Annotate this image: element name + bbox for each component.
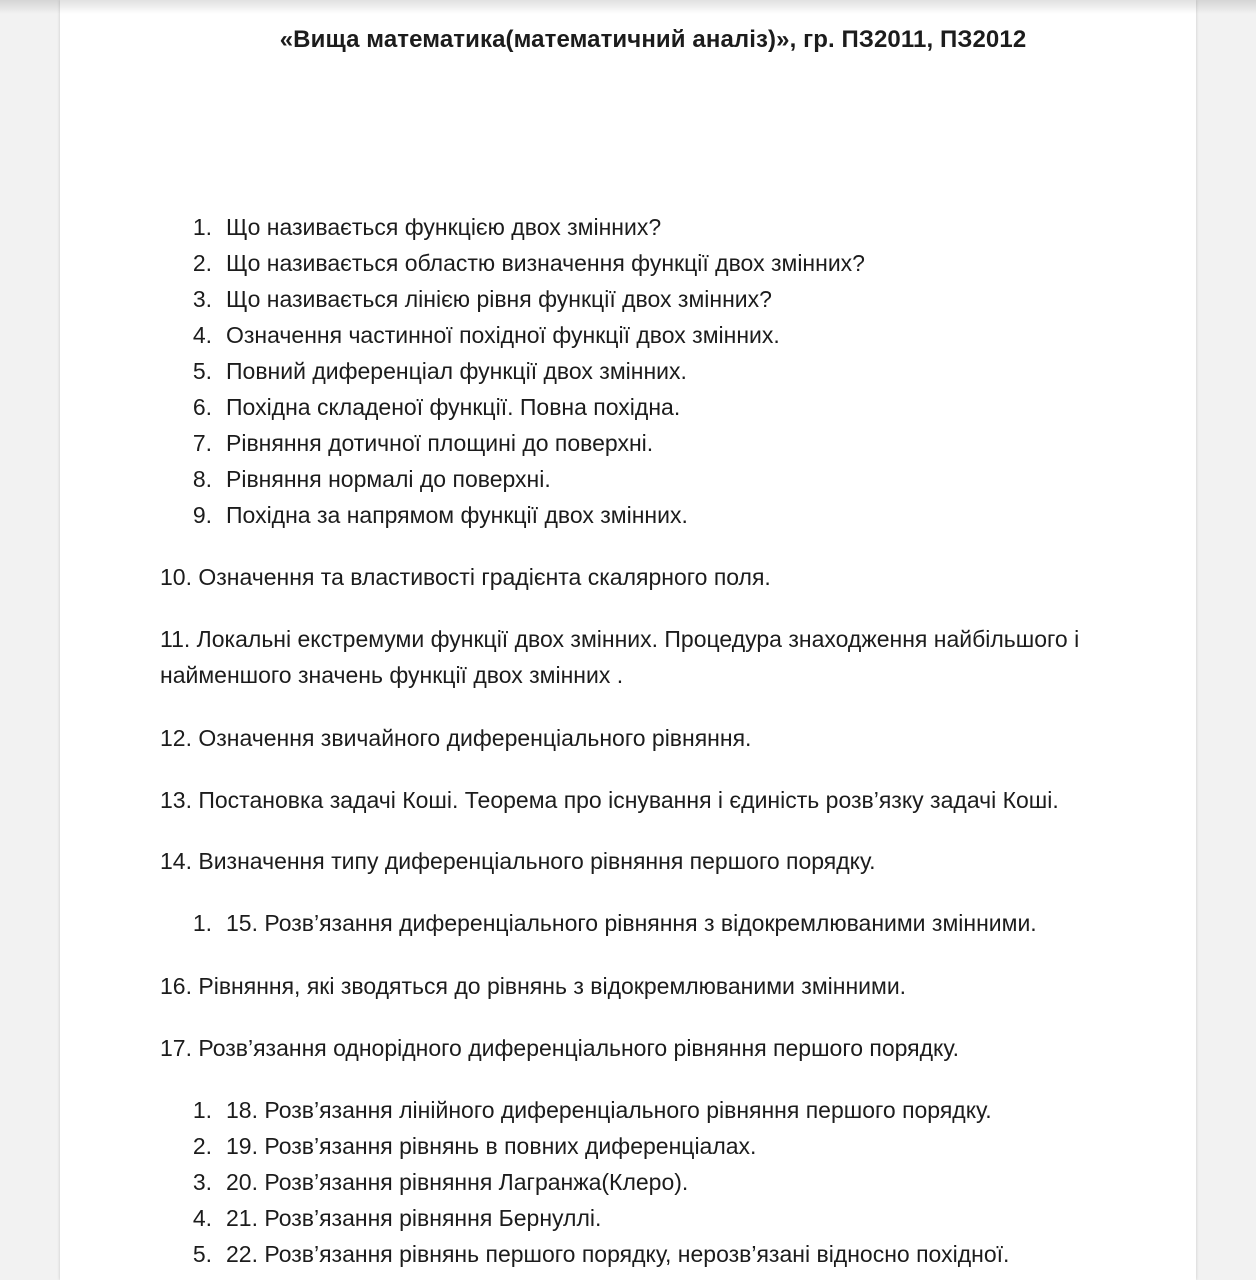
list-number: 5. <box>192 1241 212 1267</box>
list-text: 15. Розв’язання диференціального рівняння з відокремлюваними змінними. <box>226 910 1037 936</box>
list-number: 2. <box>192 1133 212 1159</box>
list-number: 3. <box>192 286 212 312</box>
question-17: 17. Розв’язання однорідного диференціального рівняння першого порядку. <box>160 1035 959 1061</box>
document-page[interactable] <box>60 0 1196 1280</box>
question-13: 13. Постановка задачі Коші. Теорема про існування і єдиність розв’язку задачі Коші. <box>160 787 1059 813</box>
list-text: Що називається областю визначення функції двох змінних? <box>226 250 865 276</box>
question-12: 12. Означення звичайного диференціального рівняння. <box>160 725 752 751</box>
list-number: 1. <box>192 1097 212 1123</box>
list-number: 5. <box>192 358 212 384</box>
question-14: 14. Визначення типу диференціального рівняння першого порядку. <box>160 848 876 874</box>
list-number: 1. <box>192 214 212 240</box>
list-number: 4. <box>192 1205 212 1231</box>
list-text: 18. Розв’язання лінійного диференціального рівняння першого порядку. <box>226 1097 992 1123</box>
list-text: Похідна складеної функції. Повна похідна. <box>226 394 681 420</box>
top-shadow <box>0 0 1256 14</box>
list-text: Означення частинної похідної функції двох змінних. <box>226 322 780 348</box>
question-10: 10. Означення та властивості градієнта скалярного поля. <box>160 564 771 590</box>
question-11-line-2: найменшого значень функції двох змінних . <box>160 662 624 688</box>
list-text: 19. Розв’язання рівнянь в повних диференціалах. <box>226 1133 757 1159</box>
question-16: 16. Рівняння, які зводяться до рівнянь з відокремлюваними змінними. <box>160 973 907 999</box>
list-number: 7. <box>192 430 212 456</box>
list-text: Похідна за напрямом функції двох змінних. <box>226 502 688 528</box>
question-11-line-1: 11. Локальні екстремуми функції двох змінних. Процедура знаходження найбільшого і <box>160 626 1080 652</box>
list-text: Рівняння дотичної площині до поверхні. <box>226 430 654 456</box>
list-number: 9. <box>192 502 212 528</box>
list-number: 2. <box>192 250 212 276</box>
list-text: 22. Розв’язання рівнянь першого порядку, нерозв’язані відносно похідної. <box>226 1241 1010 1267</box>
document-title: «Вища математика(математичний аналіз)», гр. ПЗ2011, ПЗ2012 <box>279 26 1027 53</box>
list-text: Повний диференціал функції двох змінних. <box>226 358 687 384</box>
list-number: 3. <box>192 1169 212 1195</box>
list-text: Що називається лінією рівня функції двох змінних? <box>226 286 772 312</box>
list-number: 6. <box>192 394 212 420</box>
list-number: 8. <box>192 466 212 492</box>
list-text: 21. Розв’язання рівняння Бернуллі. <box>226 1205 602 1231</box>
list-text: Що називається функцією двох змінних? <box>226 214 662 240</box>
list-number: 1. <box>192 910 212 936</box>
list-text: Рівняння нормалі до поверхні. <box>226 466 551 492</box>
list-number: 4. <box>192 322 212 348</box>
list-text: 20. Розв’язання рівняння Лагранжа(Клеро). <box>226 1169 689 1195</box>
